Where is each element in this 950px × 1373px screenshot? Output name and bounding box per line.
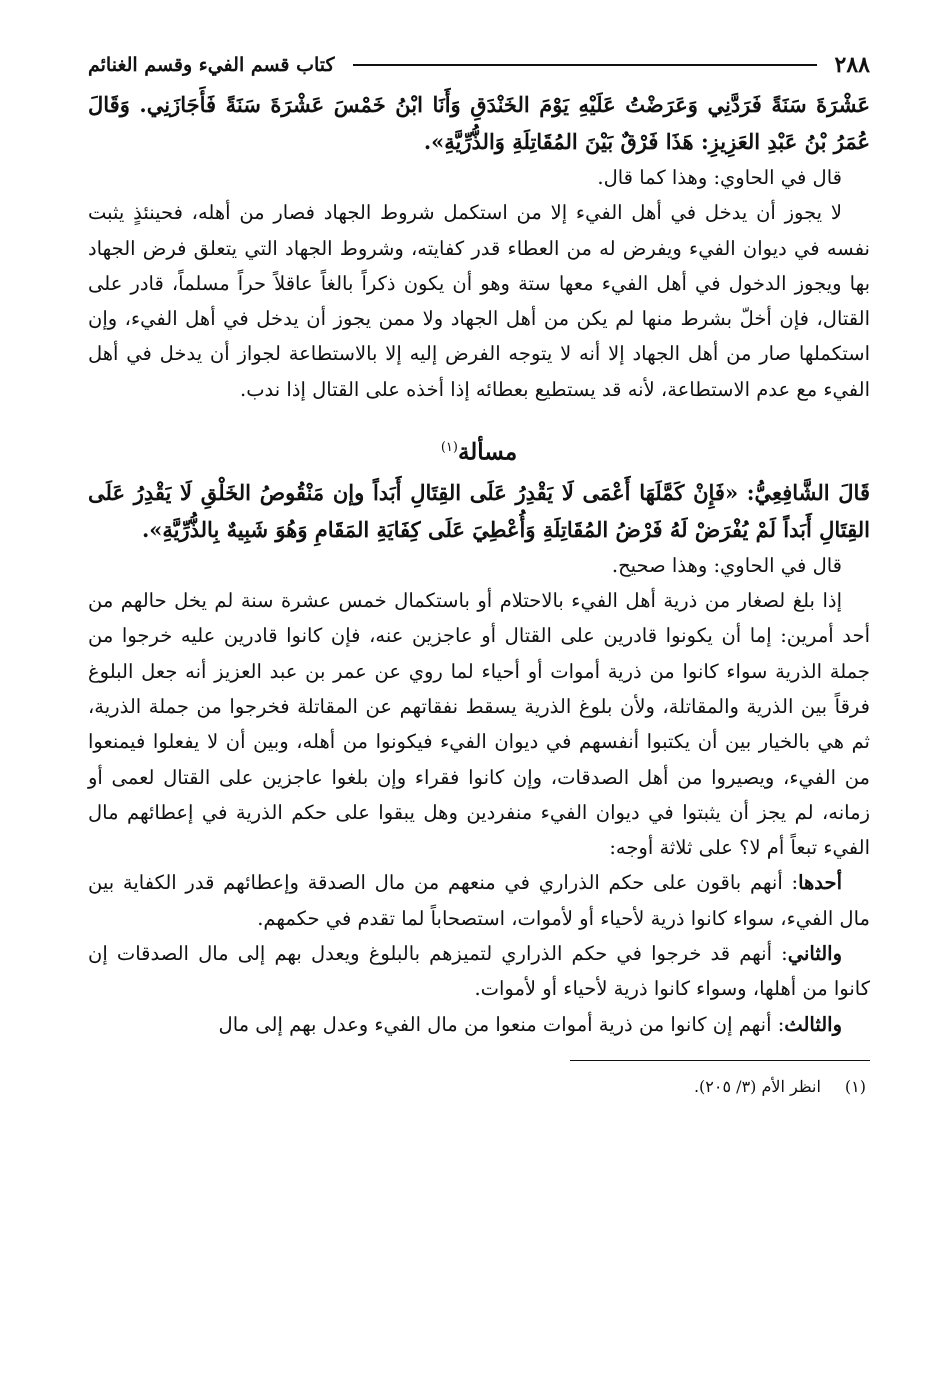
book-page: [88, 48, 870, 1333]
aspect-paragraph: [88, 1007, 870, 1042]
commentary-paragraph: إذا بلغ لصغار من ذرية أهل الفيء بالاحتلام أو باستكمال خمس عشرة سنة لم يخل حالهم من أحد أمرين: إما أن يكونوا قادرين على القتال أو عاجزين عنه، فإن كانوا قادرين عليه خرجوا من جملة الذرية سواء كانوا من ذرية أموات أو أحياء لما روي عن عمر بن عبد العزيز أنه جعل البلوغ فرقاً بين الذرية والمقاتلة، ولأن بلوغ الذرية يسقط نفقاتهم عن المقاتلة فخرجوا من جملة الذرية، ثم هي بالخيار بين أن يكتبوا أنفسهم في ديوان الفيء فيكونوا من أهله، وبين أن لا يفعلوا فيمنعوا من الفيء، ويصيروا من أهل الصدقات، وإن كانوا فقراء وإن بلغوا عاجزين على القتال لعمى أو زمانه، لم يجز أن يثبتوا في ديوان الفيء منفردين وهل يبقوا على حكم الذرية في إعطائهم مال الفيء تبعاً أم لا؟ على ثلاثة أوجه:: [88, 589, 870, 860]
shafii-quote: قَالَ الشَّافِعِيُّ: «فَإِنْ كَمَّلَهَا أَعْمَى لَا يَقْدِرُ عَلَى القِتَالِ أَبَداً وإن مَنْقُوصُ الخَلْقِ لَا يَقْدِرُ عَلَى القِتَالِ أَبَداً لَمْ يُفْرَضْ لَهُ فَرْضُ المُقَاتِلَةِ وَأُعْطِيَ عَلَى كِفَايَةِ المَقَامِ وَهُوَ شَبِيهٌ بِالذُّرِّيَّةِ».: [88, 479, 870, 542]
commentary-paragraph: لا يجوز أن يدخل في أهل الفيء إلا من استكمل شروط الجهاد فصار من أهله، فحينئذٍ يثبت نفسه في ديوان الفيء ويفرض له من العطاء قدر كفايته، وشروط الجهاد التي يتعلق فرض الجهاد بها ويجوز الدخول في أهل الفيء معها ستة وهو أن يكون ذكراً بالغاً عاقلاً حراً مسلماً، قادر على القتال، فإن أخلّ بشرط منها لم يكن من أهل الجهاد ولا ممن يجوز أن يدخل في أهل الفيء، وإن استكملها صار من أهل الجهاد إلا أنه لا يتوجه الفرض إليه إلا بالاستطاعة لجواز أن يدخل في أهل الفيء مع عدم الاستطاعة، لأنه قد يستطيع بعطائه إذا أخذه على القتال إذا ندب.: [88, 201, 870, 401]
header-rule: [353, 64, 817, 66]
page-number: ٢٨٨: [834, 52, 870, 78]
aspect-term: والثالث: [784, 1012, 842, 1036]
aspect-term: والثاني: [787, 942, 842, 965]
footnote-marker: (١): [440, 440, 458, 456]
footnotes: [88, 1075, 870, 1099]
footnote-item: [88, 1075, 870, 1099]
aspect-text: : أنهم إن كانوا من ذرية أموات منعوا من مال الفيء وعدل بهم إلى مال: [218, 1012, 785, 1036]
page-header: [88, 48, 870, 82]
aspect-term: أحدها: [798, 871, 842, 895]
footnote-text: انظر الأم (٣/ ٢٠٥).: [693, 1076, 821, 1096]
book-title: كتاب قسم الفيء وقسم الغنائم: [88, 54, 335, 76]
aspect-paragraph: [88, 936, 870, 1007]
page-body: [88, 86, 870, 1042]
quote-continuation: عَشْرَةَ سَنَةً فَرَدَّنِي وَعَرَضْتُ عَلَيْهِ يَوْمَ الخَنْدَقِ وَأَنَا ابْنُ خَمْسَ عَشْرَةَ سَنَةً فَأَجَازَنِي. وَقَالَ عُمَرُ بْنُ عَبْدِ العَزِيزِ: هَذَا فَرْقٌ بَيْنَ المُقَاتِلَةِ وَالذُّرِّيَّةِ».: [88, 92, 870, 154]
footnote-number: (١): [844, 1076, 866, 1096]
aspect-text: : أنهم باقون على حكم الذراري في منعهم من مال الصدقة وإعطائهم قدر الكفاية بين مال الفيء، سواء كانوا ذرية لأحياء أو لأموات، استصحاباً لما تقدم في حكمهم.: [88, 871, 870, 930]
footnote-divider: [570, 1060, 870, 1061]
section-heading: [88, 429, 870, 472]
section-heading-text: مسألة: [457, 438, 518, 466]
aspect-text: : أنهم قد خرجوا في حكم الذراري لتميزهم بالبلوغ ويعدل بهم إلى مال الصدقات إن كانوا من أهلها، وسواء كانوا ذرية لأحياء أو لأموات.: [88, 942, 870, 1001]
commentary-intro: قال في الحاوي: وهذا صحيح.: [611, 553, 842, 577]
aspect-paragraph: [88, 865, 870, 936]
commentary-intro: قال في الحاوي: وهذا كما قال.: [597, 166, 842, 189]
